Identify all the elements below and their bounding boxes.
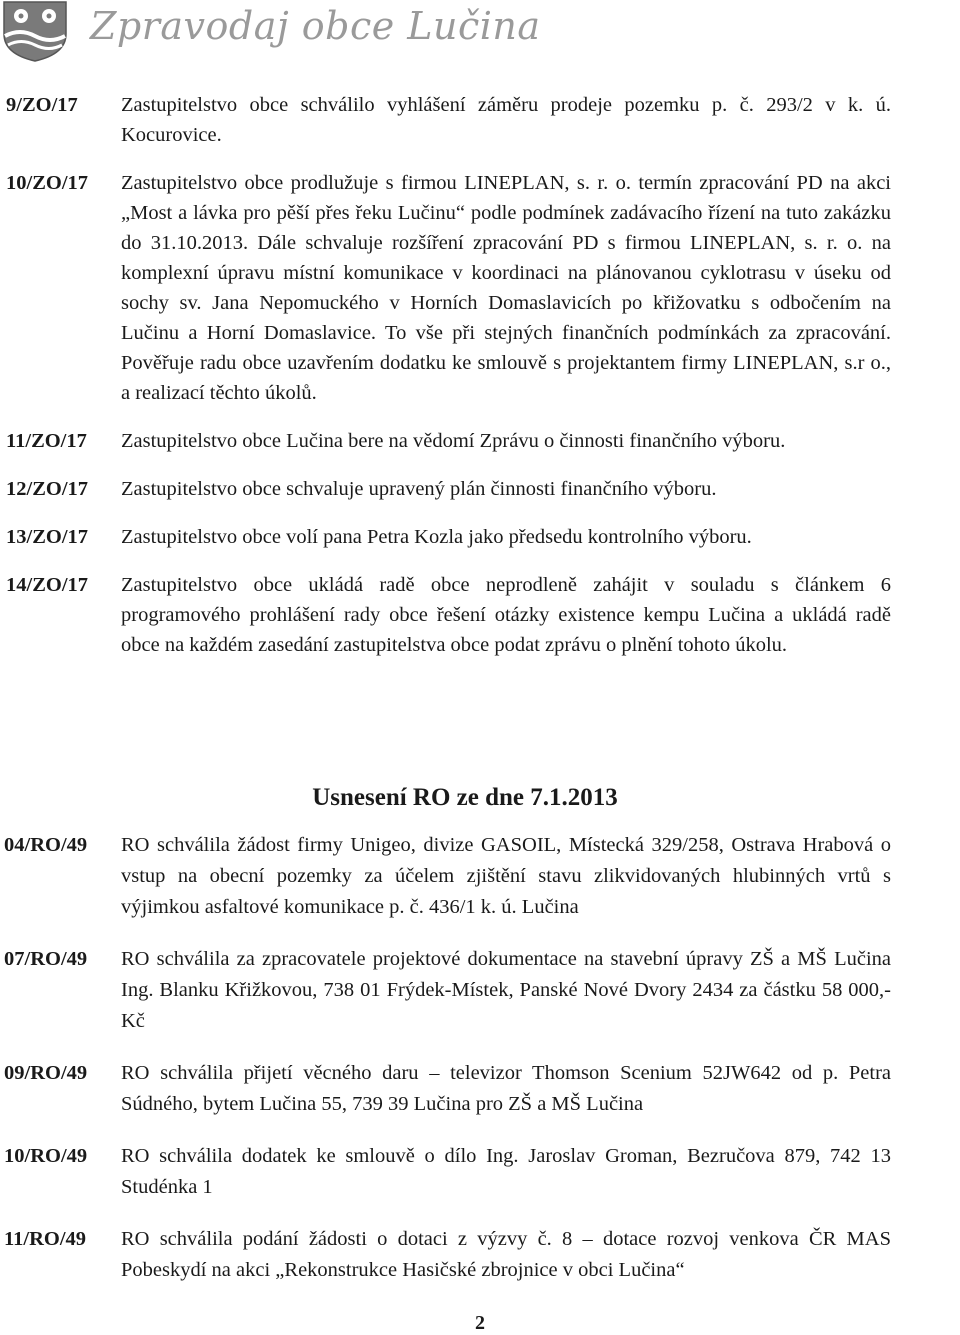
- resolution-item: [0, 90, 900, 150]
- resolution-code: 12/ZO/17: [6, 478, 89, 500]
- resolution-text: Zastupitelstvo obce prodlužuje s firmou LINEPLAN, s. r. o. termín zpracování PD na akci „Most a lávka pro pěší přes řeku Lučinu“ podle podmínek zadávacího řízení na tuto zakázku do 31.10.2013. Dále schvaluje rozšíření zpracování PD s firmou LINEPLAN, s. r. o. na komplexní úpravu místní komunikace v koordinaci na plánovanou cyklotrasu v úseku od sochy sv. Jana Nepomuckého v Horních Domaslavicích po křižovatku s odbočením na Lučinu a Horní Domaslavice. To vše při stejných finančních podmínkách za zpracování. Pověřuje radu obce uzavřením dodatku ke smlouvě s projektantem firmy LINEPLAN, s.r o., a realizací těchto úkolů.: [121, 172, 891, 404]
- resolution-code: 09/RO/49: [4, 1062, 88, 1084]
- resolution-text: RO schválila podání žádosti o dotaci z výzvy č. 8 – dotace rozvoj venkova ČR MAS Pobeskydí na akci „Rekonstrukce Hasičské zbrojnice v obci Lučina“: [121, 1228, 891, 1281]
- resolution-code: 10/RO/49: [4, 1145, 88, 1167]
- resolution-code: 10/ZO/17: [6, 172, 89, 194]
- resolutions-section-ro: [0, 830, 900, 1307]
- resolution-item: [0, 1141, 900, 1203]
- resolution-text: RO schválila za zpracovatele projektové dokumentace na stavební úpravy ZŠ a MŠ Lučina Ing. Blanku Křižkovou, 738 01 Frýdek-Místek, Panské Nové Dvory 2434 za částku 58 000,-Kč: [121, 948, 891, 1032]
- newsletter-header: [0, 0, 960, 62]
- resolution-code: 13/ZO/17: [6, 526, 89, 548]
- section-heading: [0, 782, 900, 814]
- section-heading-text: Usnesení RO ze dne 7.1.2013: [312, 784, 618, 811]
- resolution-item: [0, 474, 900, 504]
- resolution-text: Zastupitelstvo obce ukládá radě obce neprodleně zahájit v souladu s článkem 6 programového prohlášení rady obce řešení otázky existence kempu Lučina a ukládá radě obce na každém zasedání zastupitelstva obce podat zprávu o plnění tohoto úkolu.: [121, 574, 891, 656]
- resolution-item: [0, 168, 900, 408]
- resolution-text: Zastupitelstvo obce volí pana Petra Kozla jako předsedu kontrolního výboru.: [121, 526, 752, 548]
- resolution-code: 14/ZO/17: [6, 574, 89, 596]
- page-number: 2: [475, 1312, 485, 1334]
- resolution-text: Zastupitelstvo obce Lučina bere na vědomí Zprávu o činnosti finančního výboru.: [121, 430, 786, 452]
- resolution-item: [0, 944, 900, 1037]
- resolution-text: RO schválila žádost firmy Unigeo, divize GASOIL, Místecká 329/258, Ostrava Hrabová o vstup na obecní pozemky za účelem zjištění stavu zlikvidovaných hlubinných vrtů s výjimkou asfaltové komunikace p. č. 436/1 k. ú. Lučina: [121, 834, 891, 918]
- resolution-item: [0, 570, 900, 660]
- resolution-item: [0, 522, 900, 552]
- resolution-text: RO schválila dodatek ke smlouvě o dílo Ing. Jaroslav Groman, Bezručova 879, 742 13 Studénka 1: [121, 1145, 891, 1198]
- resolution-item: [0, 1224, 900, 1286]
- resolution-text: Zastupitelstvo obce schválilo vyhlášení záměru prodeje pozemku p. č. 293/2 v k. ú. Kocurovice.: [121, 94, 891, 146]
- resolutions-section-zo: [0, 90, 900, 678]
- resolution-code: 9/ZO/17: [6, 94, 78, 116]
- resolution-code: 04/RO/49: [4, 834, 88, 856]
- resolution-code: 11/RO/49: [4, 1228, 87, 1250]
- resolution-item: [0, 830, 900, 923]
- resolution-code: 07/RO/49: [4, 948, 88, 970]
- resolution-text: RO schválila přijetí věcného daru – televizor Thomson Scenium 52JW642 od p. Petra Súdného, bytem Lučina 55, 739 39 Lučina pro ZŠ a MŠ Lučina: [121, 1062, 891, 1115]
- resolution-code: 11/ZO/17: [6, 430, 87, 452]
- resolution-item: [0, 1058, 900, 1120]
- village-coat-of-arms-icon: [0, 0, 70, 62]
- resolution-text: Zastupitelstvo obce schvaluje upravený plán činnosti finančního výboru.: [121, 478, 717, 500]
- newsletter-title: Zpravodaj obce Lučina: [90, 4, 541, 48]
- resolution-item: [0, 426, 900, 456]
